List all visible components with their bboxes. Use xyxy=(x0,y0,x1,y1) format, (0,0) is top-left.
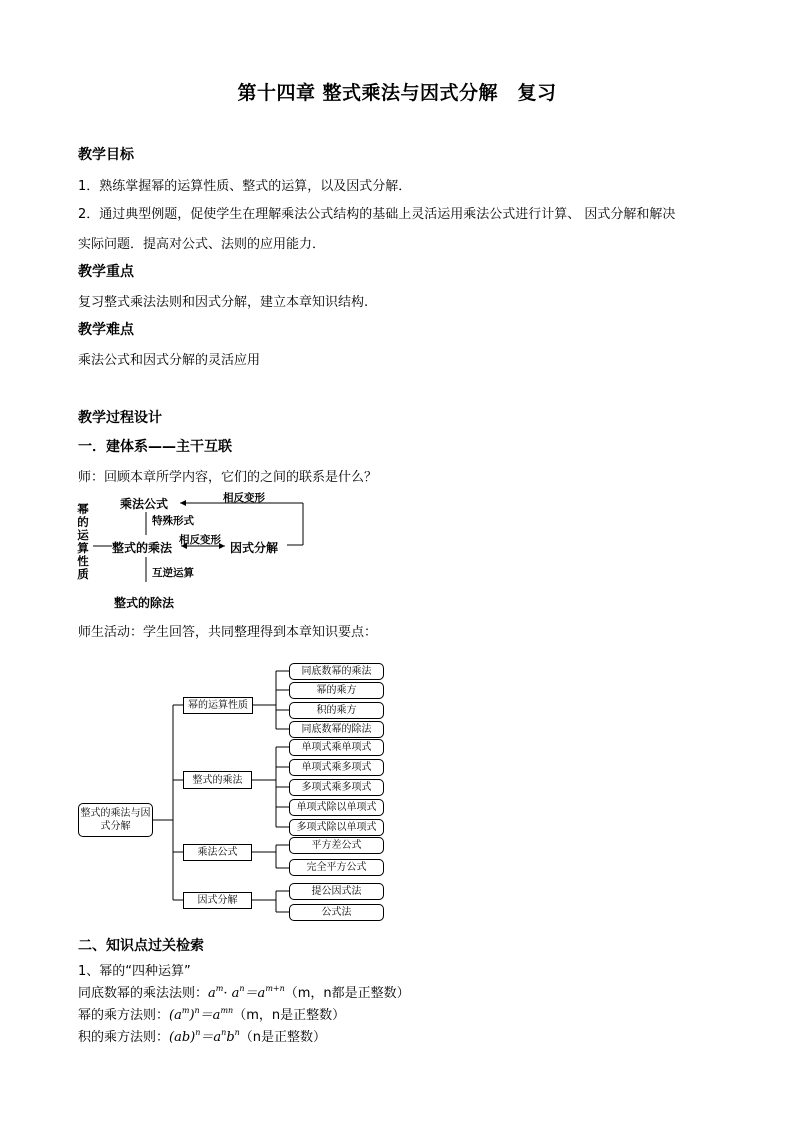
mindmap-branch-factorization: 因式分解 xyxy=(183,892,252,909)
section1-heading: 一．建体系——主干互联 xyxy=(78,439,232,455)
mindmap-leaf: 单项式除以单项式 xyxy=(289,799,384,816)
mindmap-branch-poly-mult: 整式的乘法 xyxy=(183,771,252,789)
mindmap-leaf: 同底数幂的乘法 xyxy=(289,663,384,680)
objective-2: 2．通过典型例题，促使学生在理解乘法公式结构的基础上灵活运用乘法公式进行计算、 因式分解和解决 xyxy=(78,207,676,222)
rule-3: 积的乘方法则：$(ab)^n=a^nb^n(n$是正整数） xyxy=(78,1028,327,1045)
mindmap-root: 整式的乘法与因式分解 xyxy=(78,803,153,837)
reverse-mid-label: 相反变形 xyxy=(179,534,221,546)
poly-mult-label: 整式的乘法 xyxy=(112,541,173,555)
mindmap-leaf: 完全平方公式 xyxy=(289,859,384,876)
rule-2-formula: $(a^m)^n=a^{mn}$ xyxy=(169,1006,234,1023)
page-title: 第十四章 整式乘法与因式分解 复习 xyxy=(237,82,557,104)
objective-2-cont: 实际问题．提高对公式、法则的应用能力． xyxy=(78,237,326,252)
mindmap-leaf: 多项式乘多项式 xyxy=(289,779,384,796)
objective-1: 1．熟练掌握幂的运算性质、整式的运算，以及因式分解． xyxy=(78,179,412,194)
mult-formula-label: 乘法公式 xyxy=(120,497,169,511)
mindmap-branch-mult-formula: 乘法公式 xyxy=(183,844,252,861)
section2-sub1: 1、幂的“四种运算” xyxy=(78,964,191,979)
difficulties-text: 乘法公式和因式分解的灵活应用 xyxy=(78,353,261,368)
mindmap-leaf: 积的乘方 xyxy=(289,702,384,719)
mindmap-leaf: 多项式除以单项式 xyxy=(289,819,384,836)
mindmap-leaf: 同底数幂的除法 xyxy=(289,721,384,738)
mindmap-leaf: 提公因式法 xyxy=(289,883,384,900)
objectives-heading: 教学目标 xyxy=(78,147,134,163)
key-points-text: 复习整式乘法法则和因式分解，建立本章知识结构. xyxy=(78,295,369,310)
power-properties-vertical-label: 幂 的 运 算 性 质 xyxy=(77,502,89,581)
rule-3-formula: $(ab)^n=a^nb^n$ xyxy=(169,1028,240,1045)
inverse-op-label: 互逆运算 xyxy=(152,567,194,579)
mindmap-leaf: 平方差公式 xyxy=(289,837,384,854)
activity-text: 师生活动：学生回答，共同整理得到本章知识要点： xyxy=(78,625,378,640)
mindmap-leaf: 公式法 xyxy=(289,904,384,921)
key-points-heading: 教学重点 xyxy=(78,264,134,280)
process-heading: 教学过程设计 xyxy=(78,410,162,426)
factorization-label: 因式分解 xyxy=(230,541,279,555)
mindmap-leaf: 幂的乘方 xyxy=(289,682,384,699)
poly-div-label: 整式的除法 xyxy=(114,596,175,610)
section2-heading: 二、知识点过关检索 xyxy=(78,938,204,954)
rule-1: 同底数幂的乘法法则：$a^m\cdot a^n=a^{m+n}(m$，n都是正整数） xyxy=(78,984,410,1001)
rule-1-formula: $a^m\cdot a^n=a^{m+n}$ xyxy=(208,984,285,1001)
mindmap-branch-power: 幂的运算性质 xyxy=(183,697,253,714)
mindmap-leaf: 单项式乘多项式 xyxy=(289,759,384,776)
mindmap-leaf: 单项式乘单项式 xyxy=(289,739,384,756)
reverse-top-label: 相反变形 xyxy=(223,492,265,504)
teacher-question: 师：回顾本章所学内容，它们的之间的联系是什么？ xyxy=(78,470,378,485)
rule-2: 幂的乘方法则：$(a^m)^n=a^{mn}(m$，n是正整数） xyxy=(78,1006,346,1023)
special-form-label: 特殊形式 xyxy=(152,515,194,527)
difficulties-heading: 教学难点 xyxy=(78,322,134,338)
